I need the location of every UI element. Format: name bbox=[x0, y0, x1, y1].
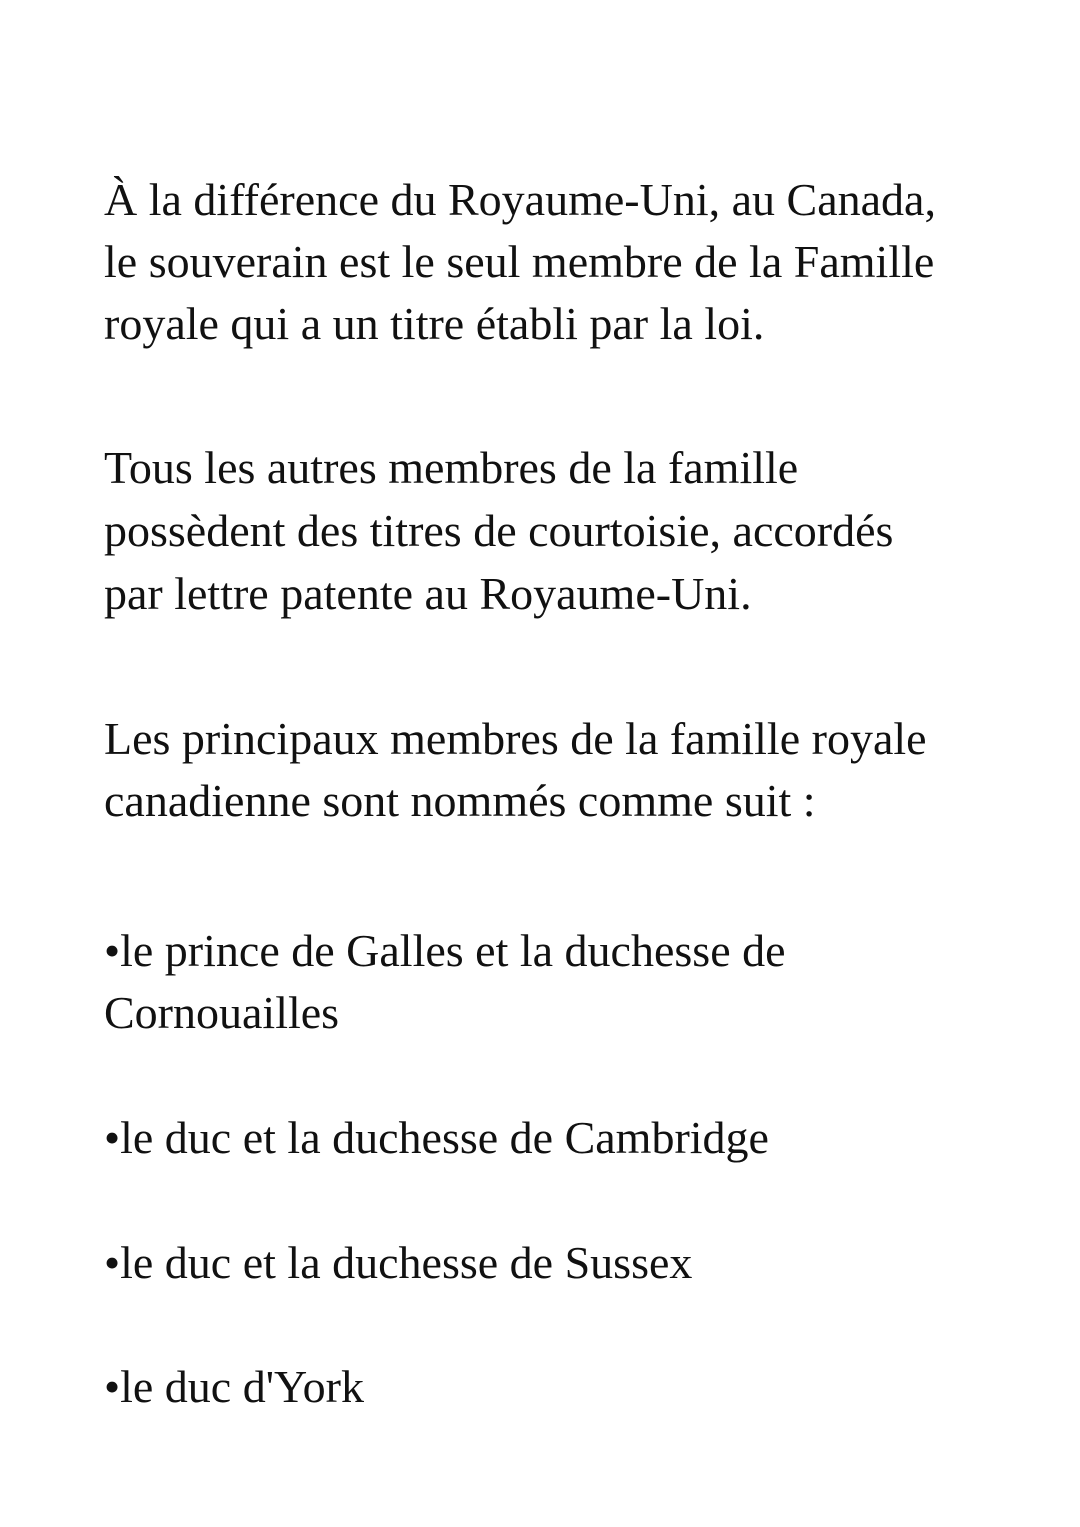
paragraph-line: Tous les autres membres de la famille bbox=[104, 442, 799, 493]
list-item-line: •le duc d'York bbox=[104, 1361, 364, 1412]
paragraph-line: le souverain est le seul membre de la Famille bbox=[104, 236, 935, 287]
paragraph-line: royale qui a un titre établi par la loi. bbox=[104, 298, 765, 349]
paragraph-line: canadienne sont nommés comme suit : bbox=[104, 775, 816, 826]
paragraph-line: possèdent des titres de courtoisie, accordés bbox=[104, 505, 894, 556]
paragraph-line: par lettre patente au Royaume-Uni. bbox=[104, 568, 752, 619]
paragraph-line: Les principaux membres de la famille royale bbox=[104, 713, 927, 764]
paragraph-line: À la différence du Royaume-Uni, au Canada, bbox=[104, 174, 936, 225]
list-item-line: Cornouailles bbox=[104, 987, 340, 1038]
list-item-line: •le prince de Galles et la duchesse de bbox=[104, 925, 786, 976]
list-item-line: •le duc et la duchesse de Sussex bbox=[104, 1237, 693, 1288]
list-item-line: •le duc et la duchesse de Cambridge bbox=[104, 1112, 769, 1163]
